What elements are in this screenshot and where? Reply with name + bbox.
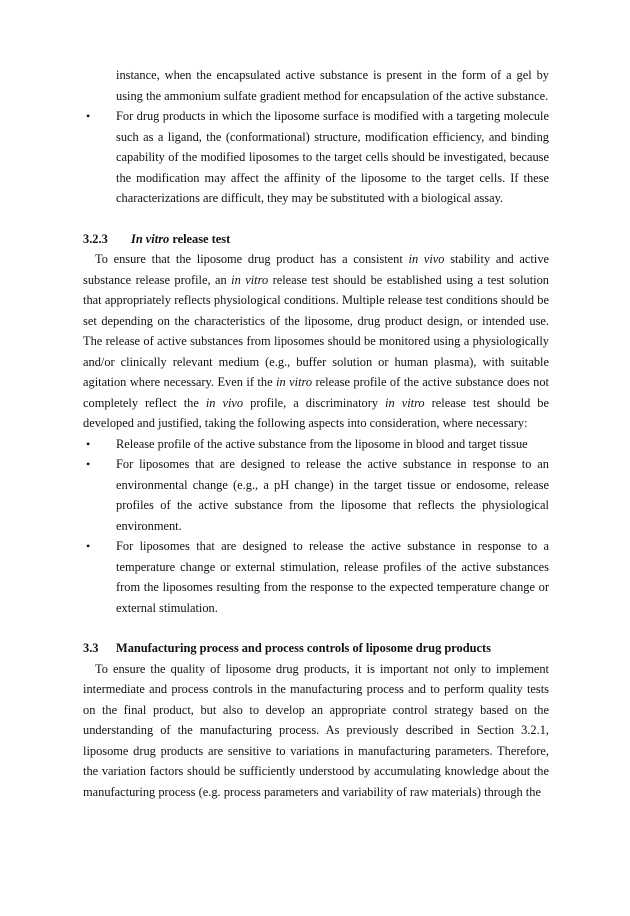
text-run: release test should be developed and justified, taking the following aspects into consideration, where necessary: [83,395,549,430]
section-heading-3-2-3 [83,229,549,250]
text-run: stability and active substance release profile, an [83,252,550,287]
page-content [83,65,549,802]
bullet-item-blood-tissue [83,434,549,455]
text-run: release profile of the active substance does not completely reflect the [83,375,549,410]
section-title-rest: release test [169,231,231,246]
section-title-italic: In vitro [131,231,170,246]
section-title: Manufacturing process and process controls of liposome drug products [116,641,491,655]
section-heading-3-3 [83,638,549,659]
italic-term: in vitro [385,395,425,410]
bullet-item-targeting [83,106,549,209]
italic-term: in vivo [205,395,244,410]
text-run: To ensure that the liposome drug product has a consistent [95,252,409,266]
bullet-marker: • [86,539,91,553]
text-run: profile, a discriminatory [243,395,386,410]
bullet-text: For drug products in which the liposome surface is modified with a targeting molecule such as a ligand, the (conformational) structure, modification efficiency, and binding capability of the modified liposomes to the target cells should be investigated, because the modification may affect the affinity of the liposome to the target cells. If these characterizations are difficult, they may be substituted with a biological assay. [116,109,549,205]
bullet-text: For liposomes that are designed to release the active substance in response to a temperature change or external stimulation, release profiles of the active substances from the liposomes resulting from the response to the expected temperature change or external stimulation. [116,539,549,615]
bullet-text: For liposomes that are designed to release the active substance in response to an environmental change (e.g., a pH change) in the target tissue or endosome, release profiles of the active substance from the liposome that reflects the physiological environment. [116,457,549,533]
italic-term: in vitro [276,375,313,389]
bullet-marker: • [86,109,91,123]
bullet-text: Release profile of the active substance from the liposome in blood and target tissue [116,436,528,451]
italic-term: in vivo [408,252,445,266]
release-test-paragraph [83,249,549,434]
bullet-marker: • [86,436,91,451]
continuation-paragraph: instance, when the encapsulated active substance is present in the form of a gel by using the ammonium sulfate gradient method for encapsulation of the active substance. [116,68,549,103]
bullet-item-environmental-change [83,454,549,536]
manufacturing-paragraph: To ensure the quality of liposome drug products, it is important not only to implement intermediate and process controls in the manufacturing process and to perform quality tests on the final product, but also to develop an appropriate control strategy based on the understanding of the manufacturing process. As previously described in Section 3.2.1, liposome drug products are sensitive to variations in manufacturing parameters. Therefore, the variation factors should be sufficiently understood by accumulating knowledge about the manufacturing process (e.g. process parameters and variability of raw materials) through the [83,661,549,799]
section-title [131,229,230,250]
bullet-marker: • [86,457,91,471]
italic-term: in vitro [231,272,269,287]
text-run: release test should be established using a test solution that appropriately reflects physiological conditions. Multiple release test conditions should be set depending on the characteristics of the liposome, drug product design, or intended use. The release of active substances from liposomes should be monitored using a physiologically and/or clinically relevant medium (e.g., buffer solution or human plasma), with suitable agitation where necessary. Even if the [83,272,549,389]
section-number: 3.3 [83,641,99,655]
bullet-item-temperature-change [83,536,549,618]
section-number: 3.2.3 [83,231,108,246]
